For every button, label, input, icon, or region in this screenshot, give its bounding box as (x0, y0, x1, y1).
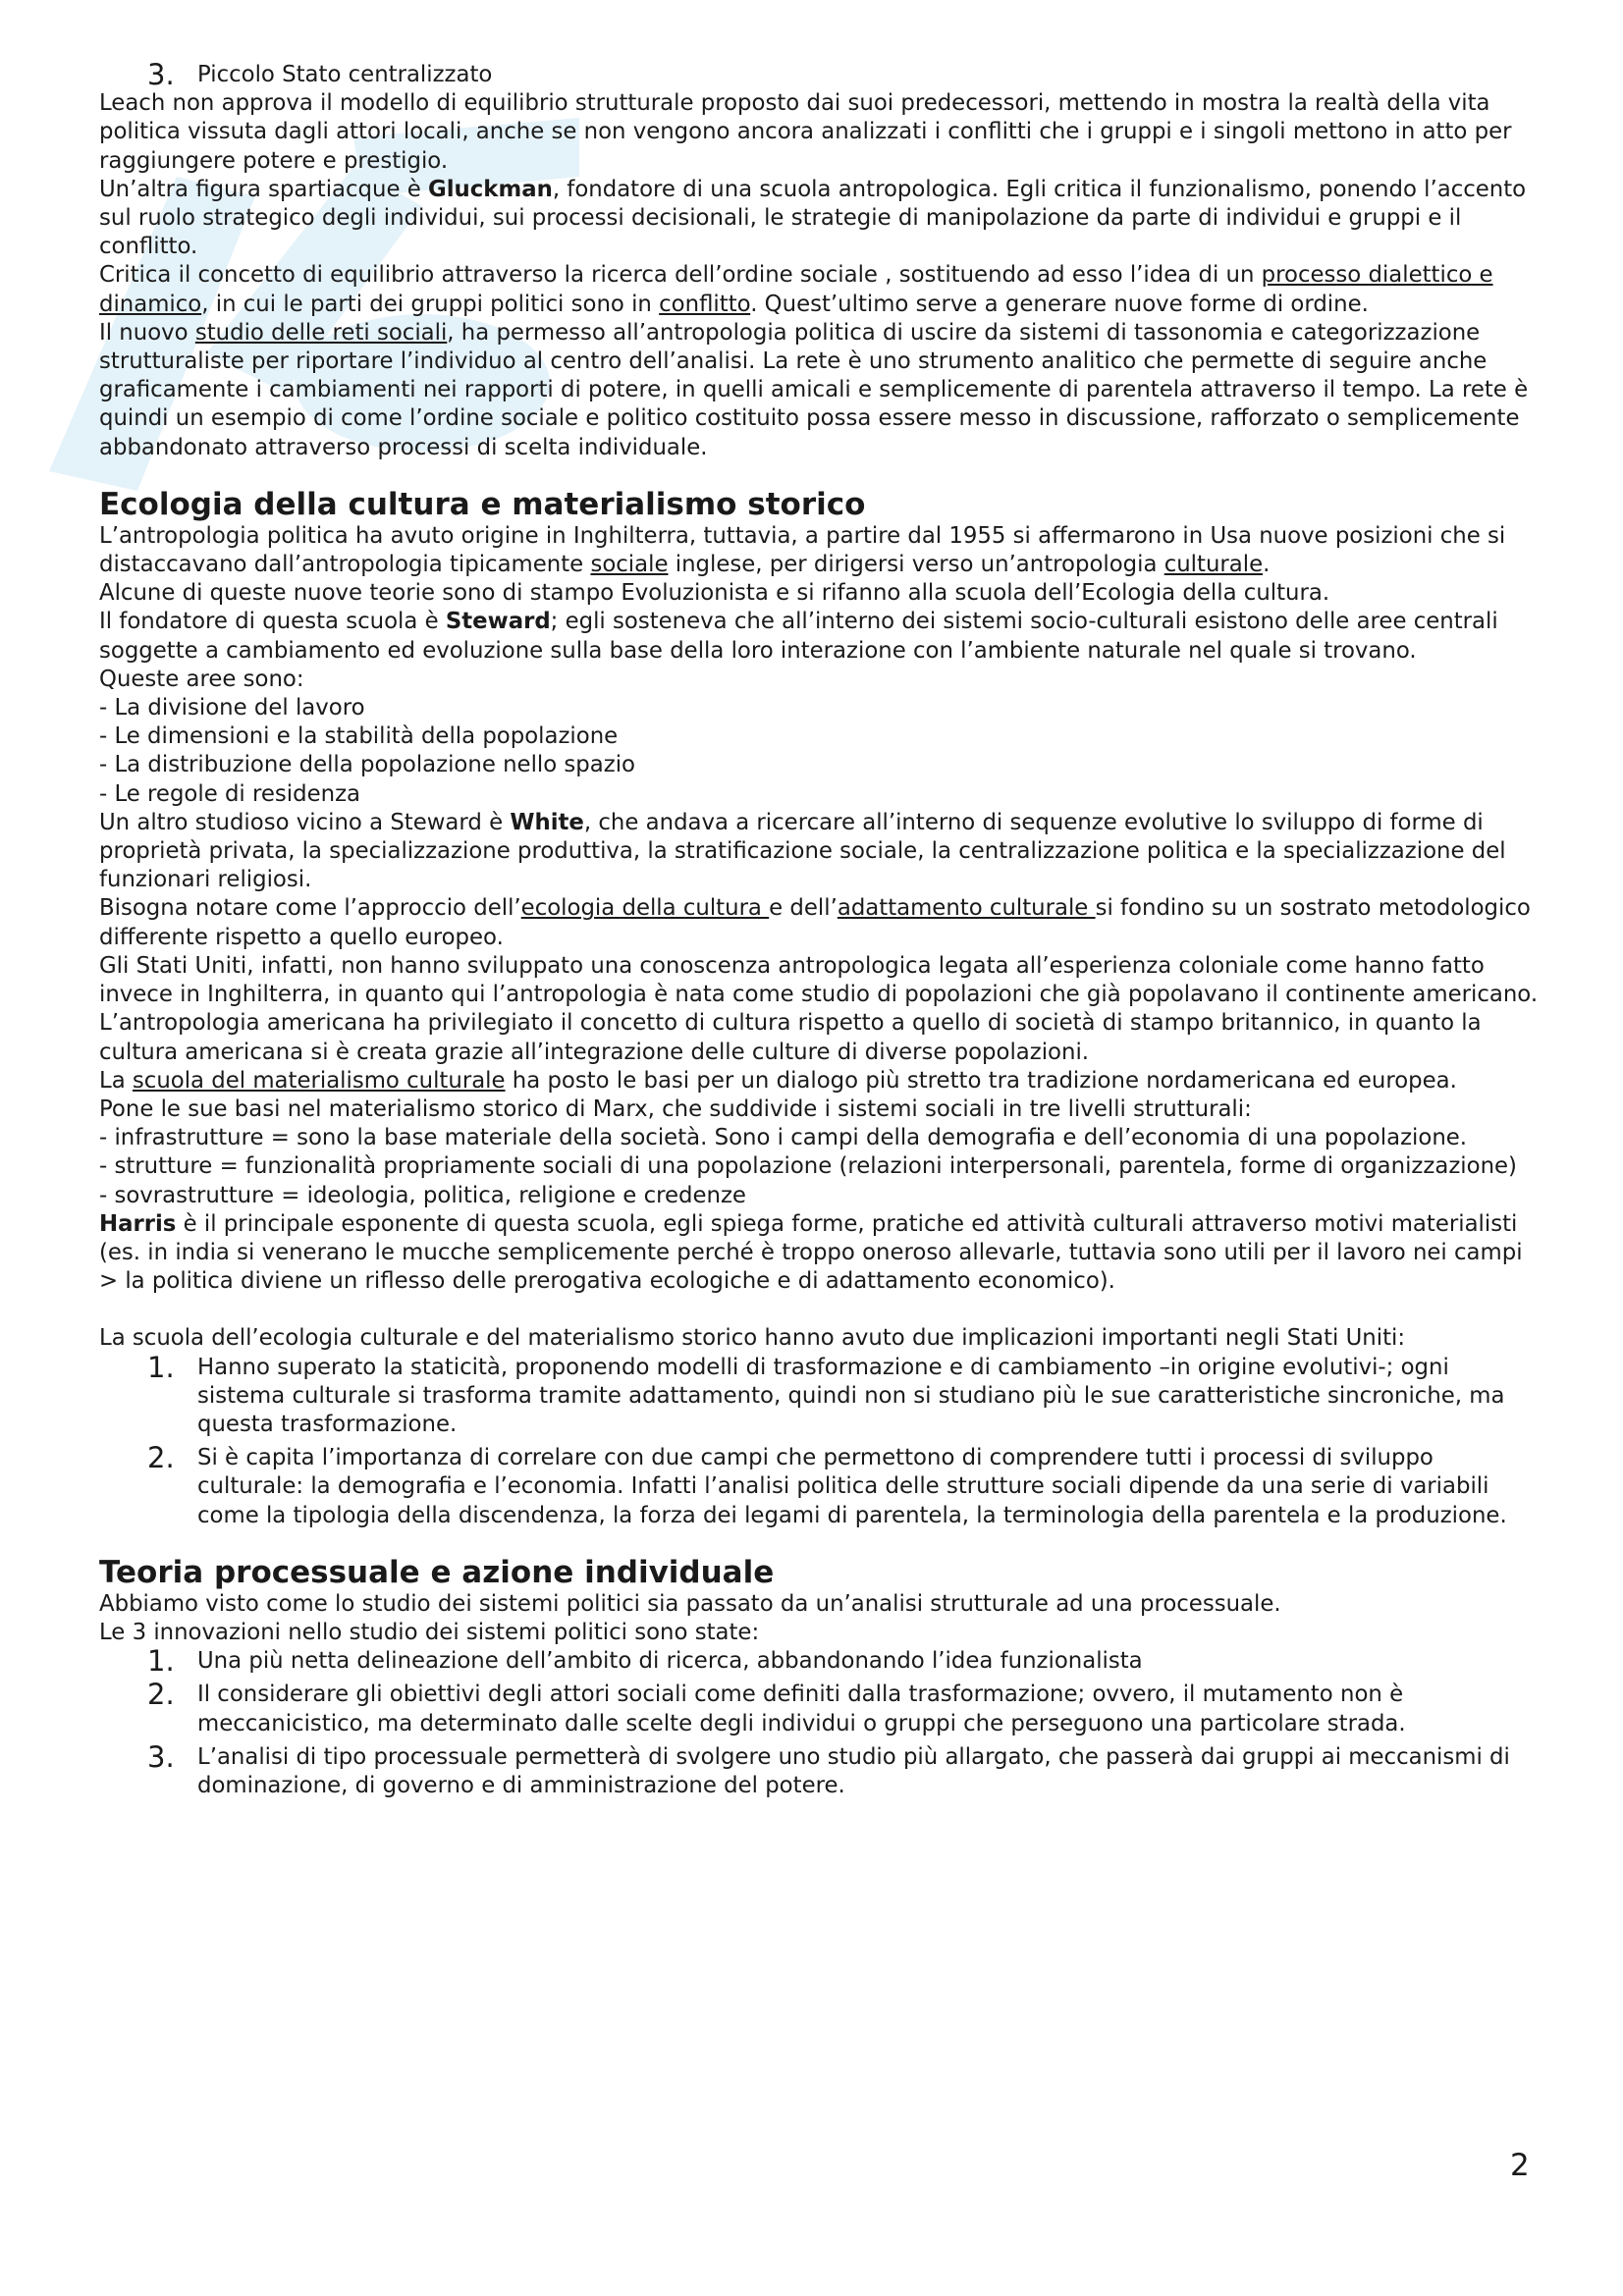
paragraph (99, 1210, 1542, 1297)
list-text: Hanno superato la staticità, proponendo modelli di trasformazione e di cambiamento –in origine evolutivi-; ogni sistema culturale si trasforma tramite adattamento, quindi non si studiano più le sue caratteristiche sincroniche, ma questa trasformazione. (197, 1354, 1505, 1437)
text-run: . Quest’ultimo serve a generare nuove forme di ordine. (750, 291, 1369, 317)
underlined-term: scuola del materialismo culturale (132, 1067, 506, 1094)
section-heading: Ecologia della cultura e materialismo storico (99, 486, 866, 522)
paragraph: Gli Stati Uniti, infatti, non hanno sviluppato una conoscenza antropologica legata all’esperienza coloniale come hanno fatto invece in Inghilterra, in quanto qui l’antropologia è nata come studio di popolazioni che già popolavano il continente americano. (99, 952, 1539, 1008)
text-run: . (1263, 552, 1271, 578)
top-list (99, 58, 1542, 91)
text-run: e dell’ (769, 895, 838, 922)
list-item (99, 1678, 1542, 1737)
dash-item: - La divisione del lavoro (99, 695, 365, 721)
underlined-term: culturale (1163, 552, 1264, 578)
list-text: Si è capita l’importanza di correlare con due campi che permettono di comprendere tutti i processi di sviluppo culturale: la demografia e l’economia. Infatti l’analisi politica delle strutture sociali dipende da una serie di variabili come la tipologia della discendenza, la forza dei legami di parentela, la terminologia della parentela e la produzione. (197, 1445, 1507, 1528)
list-number: 1. (147, 1350, 175, 1384)
text-run: Critica il concetto di equilibrio attraverso la ricerca dell’ordine sociale , sostituendo ad esso l’idea di un (99, 262, 1262, 289)
paragraph (99, 809, 1542, 895)
text-run: L’antropologia politica ha avuto origine in Inghilterra, tuttavia, a partire dal 1955 si affermarono in Usa nuove posizioni che si distaccavano dall’antropologia tipicamente (99, 522, 1506, 578)
underlined-term: adattamento culturale (837, 895, 1096, 922)
section-heading: Teoria processuale e azione individuale (99, 1554, 775, 1590)
paragraph: Le 3 innovazioni nello studio dei sistemi politici sono state: (99, 1619, 760, 1645)
paragraph-critica (99, 261, 1542, 318)
dash-item: - Le dimensioni e la stabilità della popolazione (99, 723, 619, 750)
text-run: ha posto le basi per un dialogo più stretto tra tradizione nordamericana ed europea. (505, 1067, 1457, 1094)
text-run: Un altro studioso vicino a Steward è (99, 809, 511, 835)
list-item (99, 1644, 1542, 1679)
dash-item: - strutture = funzionalità propriamente sociali di una popolazione (relazioni interpersonali, parentela, forme di organizzazione) (99, 1153, 1517, 1180)
list-text: Piccolo Stato centralizzato (197, 62, 493, 87)
leach-text: Leach non approva il modello di equilibrio strutturale proposto dai suoi predecessori, mettendo in mostra la realtà della vita politica vissuta dagli attori locali, anche se non vengono ancora analizzati i conflitti che i gruppi e i singoli mettono in atto per raggiungere potere e prestigio. (99, 90, 1512, 174)
dash-item: - sovrastrutture = ideologia, politica, religione e credenze (99, 1182, 746, 1208)
list-number: 2. (147, 1441, 175, 1475)
list-number: 1. (147, 1644, 175, 1679)
paragraph: L’antropologia americana ha privilegiato il concetto di cultura rispetto a quello di società di stampo britannico, in quanto la cultura americana si è creata grazie all’integrazione delle culture di diverse popolazioni. (99, 1010, 1482, 1065)
text-run: inglese, per dirigersi verso un’antropologia (668, 552, 1164, 578)
text-run: , che andava a ricercare all’interno di sequenze evolutive lo sviluppo di forme di proprietà privata, la specializzazione produttiva, la stratificazione sociale, la centralizzazione politica e la specializzazione del funzionari religiosi. (99, 809, 1506, 893)
text-run: Il nuovo (99, 319, 195, 346)
page-number: 2 (1510, 2148, 1530, 2183)
paragraph: Pone le sue basi nel materialismo storico di Marx, che suddivide i sistemi sociali in tre livelli strutturali: (99, 1095, 1252, 1122)
dash-item: - La distribuzione della popolazione nello spazio (99, 752, 635, 778)
text-run: ; egli sosteneva che all’interno dei sistemi socio-culturali esistono delle aree centrali soggette a cambiamento ed evoluzione sulla base della loro interazione con l’ambiente naturale nel quale si trovano. (99, 609, 1498, 664)
paragraph (99, 1067, 1542, 1095)
text-run: si fondino su un sostrato metodologico differente rispetto a quello europeo. (99, 895, 1531, 950)
bold-name: Gluckman (428, 176, 553, 202)
list-item (99, 1739, 1542, 1800)
underlined-term: sociale (590, 552, 669, 578)
list-text: Il considerare gli obiettivi degli attori sociali come definiti dalla trasformazione; ovvero, il mutamento non è meccanicistico, ma determinato dalle scelte degli individui o gruppi che perseguono una particolare strada. (197, 1682, 1406, 1736)
text-run: , fondatore di una scuola antropologica. Egli critica il funzionalismo, ponendo l’accento sul ruolo strategico degli individui, sui processi decisionali, le strategie di manipolazione da parte di individui e gruppi e il conflitto. (99, 176, 1527, 260)
paragraph-reti (99, 319, 1542, 462)
text-run: è il principale esponente di questa scuola, egli spiega forme, pratiche ed attività culturali attraverso motivi materialisti (es. in india si venerano le mucche semplicemente perché è troppo oneroso allevarle, tuttavia sono utili per il lavoro nei campi > la politica diviene un riflesso delle prerogativa ecologiche e di adattamento economico). (99, 1210, 1523, 1295)
paragraph-gluckman (99, 176, 1542, 262)
list-item (99, 1350, 1542, 1440)
paragraph-leach (99, 89, 1542, 176)
list-number: 3. (147, 1739, 175, 1774)
bold-name: Harris (99, 1210, 177, 1237)
list-number: 3. (147, 58, 175, 91)
implications-list (99, 1350, 1542, 1530)
paragraph: Abbiamo visto come lo studio dei sistemi politici sia passato da un’analisi strutturale ad una processuale. (99, 1590, 1281, 1617)
underlined-term: ecologia della cultura (520, 895, 770, 922)
document-page (99, 58, 1542, 1800)
text-run: Il fondatore di questa scuola è (99, 609, 446, 635)
bold-name: White (510, 809, 584, 835)
underlined-term: conflitto (659, 291, 751, 317)
innovations-list (99, 1644, 1542, 1800)
spacer (99, 1296, 1542, 1324)
list-text: L’analisi di tipo processuale permetterà di svolgere uno studio più allargato, che passerà dai gruppi ai meccanismi di dominazione, di governo e di amministrazione del potere. (197, 1743, 1510, 1798)
list-item (99, 1441, 1542, 1530)
text-run: , ha permesso all’antropologia politica di uscire da sistemi di tassonomia e categorizzazione strutturaliste per riportare l’individuo al centro dell’analisi. La rete è uno strumento analitico che permette di seguire anche graficamente i cambiamenti nei rapporti di potere, in quelli amicali e semplicemente di parentela attraverso il tempo. La rete è quindi un esempio di come l’ordine sociale e politico costituito possa essere messo in discussione, rafforzato o semplicemente abbandonato attraverso processi di scelta individuale. (99, 319, 1529, 460)
list-item (99, 58, 1542, 91)
paragraph: Queste aree sono: (99, 666, 304, 692)
paragraph: La scuola dell’ecologia culturale e del materialismo storico hanno avuto due implicazioni importanti negli Stati Uniti: (99, 1325, 1406, 1352)
underlined-term: studio delle reti sociali (194, 319, 448, 346)
list-text: Una più netta delineazione dell’ambito di ricerca, abbandonando l’idea funzionalista (197, 1648, 1143, 1675)
dash-item: - Le regole di residenza (99, 780, 361, 807)
paragraph (99, 894, 1542, 951)
paragraph: Alcune di queste nuove teorie sono di stampo Evoluzionista e si rifanno alla scuola dell’Ecologia della cultura. (99, 580, 1330, 607)
paragraph (99, 522, 1542, 579)
dash-item: - infrastrutture = sono la base materiale della società. Sono i campi della demografia e dell’economia di una popolazione. (99, 1125, 1468, 1151)
text-run: Un’altra figura spartiacque è (99, 176, 429, 202)
paragraph (99, 608, 1542, 665)
bold-name: Steward (445, 609, 551, 635)
text-run: Bisogna notare come l’approccio dell’ (99, 895, 521, 922)
text-run: , in cui le parti dei gruppi politici sono in (201, 291, 660, 317)
underlined-term: processo dialettico e dinamico (99, 262, 1493, 317)
list-number: 2. (147, 1678, 175, 1712)
text-run: La (99, 1067, 133, 1094)
